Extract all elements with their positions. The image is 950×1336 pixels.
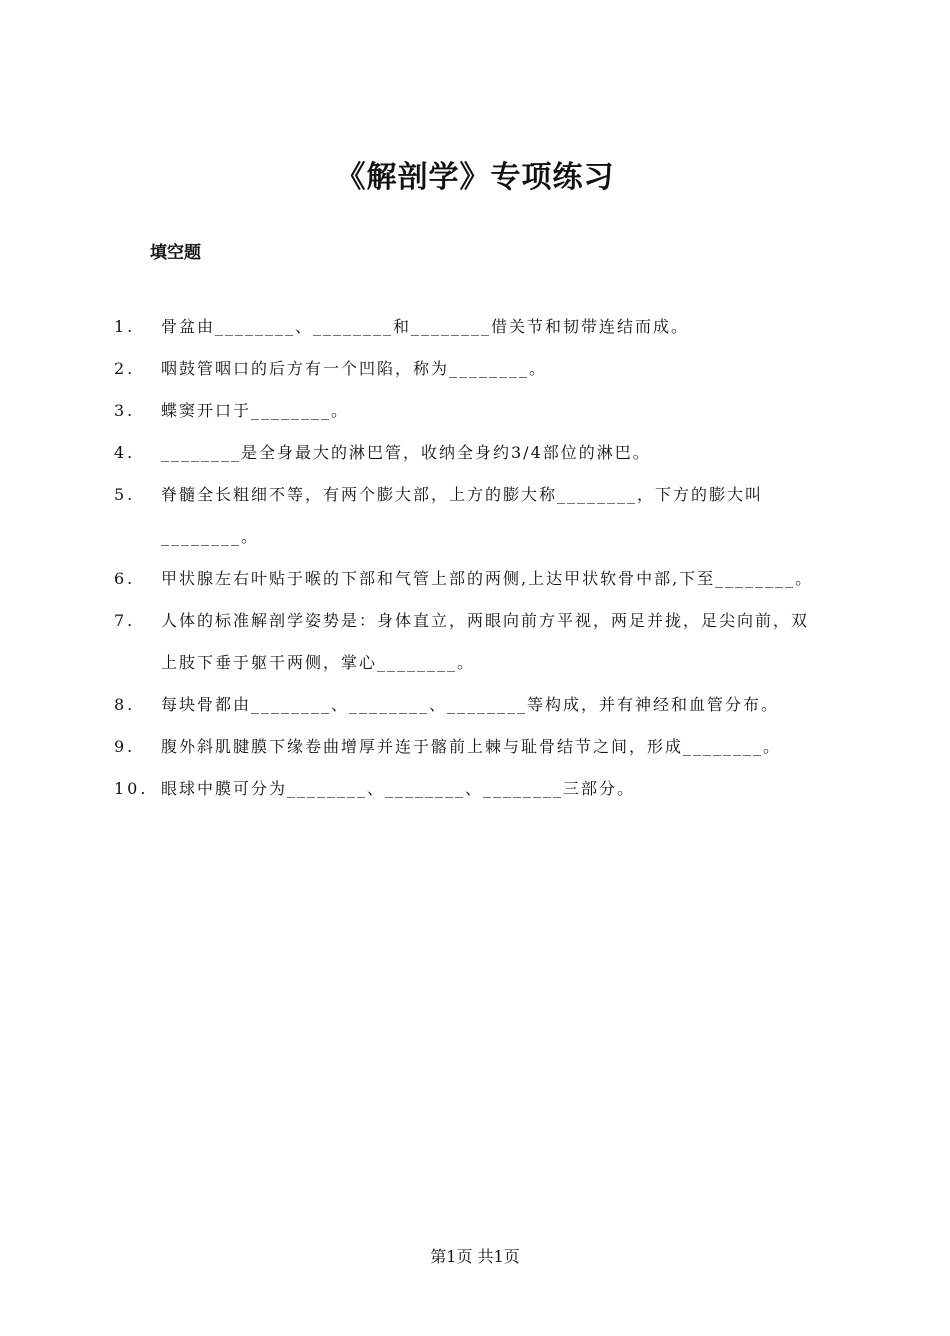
question-number: 7. <box>114 611 136 630</box>
question-text-continued: 上肢下垂于躯干两侧，掌心________。 <box>161 653 476 672</box>
question-text: 骨盆由________、________和________借关节和韧带连结而成。 <box>161 317 690 336</box>
question-number: 3. <box>114 401 136 420</box>
question-text-continued: ________。 <box>161 527 260 546</box>
question-number: 10. <box>114 779 149 798</box>
page-title: 《解剖学》专项练习 <box>335 160 615 195</box>
question-number: 5. <box>114 485 136 504</box>
question-text: 每块骨都由________、________、________等构成，并有神经和血管分布。 <box>161 695 780 714</box>
question-number: 6. <box>114 569 136 588</box>
question-text: 腹外斜肌腱膜下缘卷曲增厚并连于髂前上棘与耻骨结节之间，形成________。 <box>161 737 782 756</box>
question-number: 8. <box>114 695 136 714</box>
question-text: ________是全身最大的淋巴管，收纳全身约3/4部位的淋巴。 <box>161 443 651 462</box>
question-text: 甲状腺左右叶贴于喉的下部和气管上部的两侧,上达甲状软骨中部,下至________。 <box>161 569 814 588</box>
question-number: 1. <box>114 317 136 336</box>
question-number: 9. <box>114 737 136 756</box>
section-heading: 填空题 <box>150 243 201 263</box>
question-text: 眼球中膜可分为________、________、________三部分。 <box>161 779 636 798</box>
page-footer: 第1页 共1页 <box>430 1247 520 1266</box>
question-number: 2. <box>114 359 136 378</box>
question-text: 人体的标准解剖学姿势是：身体直立，两眼向前方平视，两足并拢，足尖向前，双 <box>161 611 810 630</box>
question-text: 蝶窦开口于________。 <box>161 401 350 420</box>
question-text: 咽鼓管咽口的后方有一个凹陷，称为________。 <box>161 359 548 378</box>
question-text: 脊髓全长粗细不等，有两个膨大部，上方的膨大称________，下方的膨大叫 <box>161 485 764 504</box>
question-number: 4. <box>114 443 136 462</box>
